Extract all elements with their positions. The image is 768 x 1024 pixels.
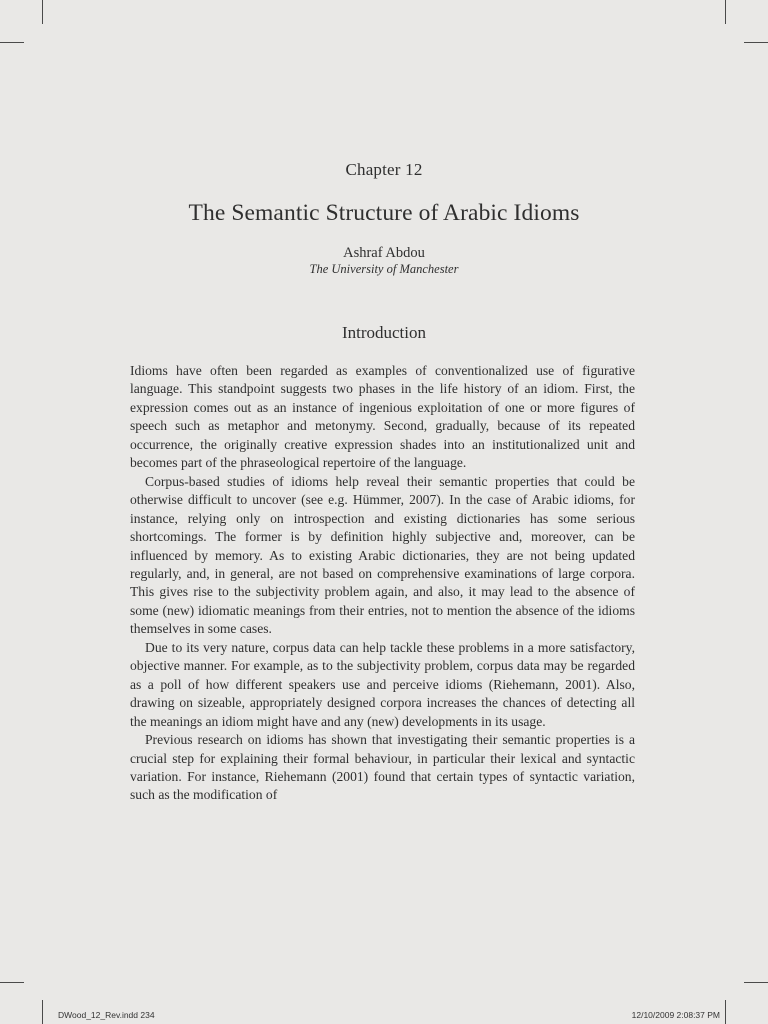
paragraph-1: Idioms have often been regarded as examples of conventionalized use of figurative language. This standpoint suggests two phases in the life history of an idiom. First, the expression comes out as an instance of ingenious exploitation of one or more figures of speech such as metaphor and metonymy. Second, gradually, because of its repeated occurrence, the originally creative expression shades into an institutionalized unit and becomes part of the phraseological repertoire of the language. [130,363,635,471]
footer-timestamp: 12/10/2009 2:08:37 PM [631,1010,720,1020]
crop-mark-left-top [0,42,24,43]
crop-mark-top-right [725,0,726,24]
section-heading: Introduction [341,323,427,342]
paragraph-4: Previous research on idioms has shown that investigating their semantic properties is a crucial step for explaining their formal behaviour, in particular their lexical and syntactic variation. For instance, Riehemann (2001) found that certain types of syntactic variation, such as the modification of [130,732,635,803]
body-text [130,362,635,805]
crop-mark-left-bottom [0,982,24,983]
crop-mark-top-left [42,0,43,24]
footer-file-info: DWood_12_Rev.indd 234 [58,1010,155,1020]
paragraph-3: Due to its very nature, corpus data can help tackle these problems in a more satisfactory, objective manner. For example, as to the subjectivity problem, corpus data may be regarded as a poll of how different speakers use and perceive idioms (Riehemann, 2001). Also, drawing on sizeable, appropriately designed corpora increases the chances of detecting all the meanings an idiom might have and any (new) developments in its usage. [130,639,635,729]
crop-mark-right-bottom [744,982,768,983]
paragraph-2: Corpus-based studies of idioms help reveal their semantic properties that could be otherwise difficult to uncover (see e.g. Hümmer, 2007). In the case of Arabic idioms, for instance, relying only on introspection and existing dictionaries has some serious shortcomings. The former is by definition highly subjective and, moreover, can be influenced by memory. As to existing Arabic dictionaries, they are not being updated regularly, and, in general, are not based on comprehensive examinations of large corpora. This gives rise to the subjectivity problem again, and also, it may lead to the absence of some (new) idiomatic meanings from their entries, not to mention the absence of the idioms themselves in some cases. [130,473,635,637]
author-name: Ashraf Abdou [343,245,425,261]
chapter-title: The Semantic Structure of Arabic Idioms [188,200,580,226]
chapter-label: Chapter 12 [345,160,423,179]
crop-mark-bottom-right [725,1000,726,1024]
crop-mark-bottom-left [42,1000,43,1024]
crop-mark-right-top [744,42,768,43]
author-affiliation: The University of Manchester [309,262,459,276]
